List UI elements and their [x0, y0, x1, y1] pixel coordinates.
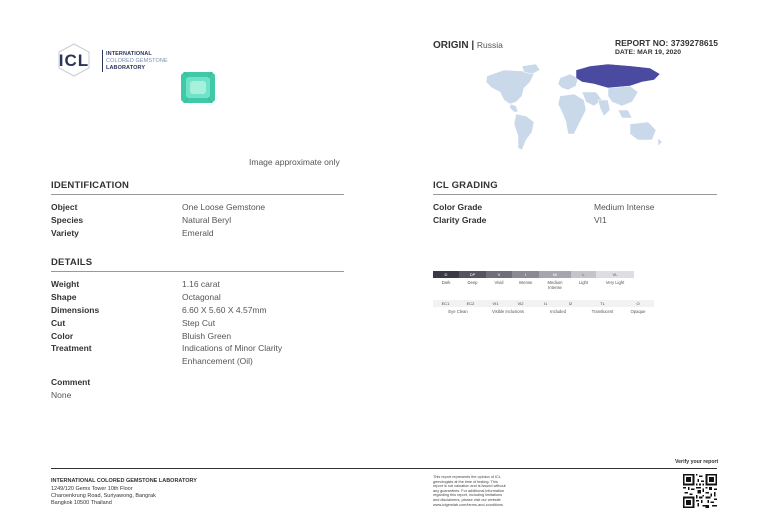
clarity-scale-box: TL	[583, 300, 623, 307]
origin-label: ORIGIN |	[433, 40, 475, 51]
color-scale-box-vl: VL	[596, 271, 634, 278]
color-scale-label: Deep	[467, 280, 478, 285]
identification-heading: IDENTIFICATION	[51, 180, 130, 191]
shape-value: Octagonal	[182, 292, 221, 302]
grading-heading: ICL GRADING	[433, 180, 498, 191]
color-scale-label: Vivid	[494, 280, 504, 285]
clarity-scale-box: VI1	[483, 300, 509, 307]
footer-rule	[51, 468, 717, 469]
clarity-grade-value: VI1	[594, 215, 607, 225]
treatment-value-line2: Enhancement (Oil)	[182, 356, 253, 366]
disclaimer-line: and disclaimers, please visit our website	[433, 497, 501, 502]
origin-value: Russia	[476, 40, 503, 50]
clarity-scale-box: I2	[558, 300, 584, 307]
logo-text	[106, 51, 168, 72]
logo-mark: ICL	[58, 51, 90, 70]
footer-address-line: Charoenkrung Road, Suriyawong, Bangrak	[51, 493, 156, 499]
disclaimer-line: www.iclgemlab.com/terms-and-conditions	[433, 502, 503, 507]
weight-value: 1.16 carat	[182, 279, 220, 289]
variety-label: Variety	[51, 228, 79, 238]
verify-report-link[interactable]: Verify your report	[675, 459, 719, 465]
origin-line	[433, 40, 503, 51]
disclaimer-line: This report represents the opinion of ICL	[433, 475, 501, 479]
footer-address-line: 1249/120 Gems Tower 10th Floor	[51, 486, 133, 492]
color-grade-value: Medium Intense	[594, 202, 655, 212]
footer-lab-name: INTERNATIONAL COLORED GEMSTONE LABORATORY	[51, 478, 197, 484]
dimensions-label: Dimensions	[51, 305, 100, 315]
details-heading: DETAILS	[51, 257, 93, 268]
dimensions-value: 6.60 X 5.60 X 4.57mm	[182, 305, 267, 315]
clarity-scale-label: Visible Inclusions	[491, 309, 525, 314]
footer-address-line: Bangkok 10500 Thailand	[51, 500, 112, 506]
color-scale-box-mi: MI	[539, 271, 571, 278]
clarity-scale-label: Translucent	[591, 309, 614, 314]
variety-value: Emerald	[182, 228, 214, 238]
weight-label: Weight	[51, 279, 80, 289]
color-scale-box-v: V	[486, 271, 512, 278]
color-scale-label: Medium Intense	[547, 280, 563, 290]
color-scale-label: Light	[578, 280, 589, 285]
disclaimer-line: report is not valuation and is issued without	[433, 484, 506, 489]
comment-label: Comment	[51, 377, 91, 387]
species-value: Natural Beryl	[182, 215, 232, 225]
treatment-value: Indications of Minor Clarity	[182, 343, 283, 353]
logo-divider	[102, 50, 103, 72]
logo-line1: INTERNATIONAL	[106, 51, 152, 57]
color-scale-label: Intense	[518, 280, 533, 285]
disclaimer-line: gemologists at the time of testing. This	[433, 479, 498, 484]
image-approximate-note: Image approximate only	[249, 157, 340, 167]
clarity-scale-label: Opaque	[630, 309, 646, 314]
shape-label: Shape	[51, 292, 77, 302]
color-scale-label: Very Light	[605, 280, 625, 285]
comment-value: None	[51, 390, 72, 400]
cut-value: Step Cut	[182, 318, 216, 328]
color-grade-label: Color Grade	[433, 202, 483, 212]
clarity-scale-box: VI2	[508, 300, 534, 307]
world-map	[482, 62, 664, 154]
logo-line2: COLORED GEMSTONE	[106, 58, 168, 64]
disclaimer-line: any guarantees. For additional information	[433, 488, 505, 493]
clarity-scale-label: Included	[550, 309, 566, 314]
clarity-scale-box: EC1	[433, 300, 459, 307]
identification-rule	[51, 194, 344, 195]
disclaimer-line: regarding this report, including limitations	[433, 493, 503, 498]
color-scale-box-i: I	[512, 271, 539, 278]
color-scale	[433, 271, 634, 297]
report-number: REPORT NO: 3739278615	[615, 38, 718, 48]
clarity-scale-box: O	[622, 300, 655, 307]
clarity-scale-box: EC2	[458, 300, 484, 307]
object-label: Object	[51, 202, 78, 212]
color-scale-box-l: L	[571, 271, 596, 278]
color-scale-box-d: D	[433, 271, 459, 278]
logo-line3: LABORATORY	[106, 65, 146, 71]
report-date: DATE: MAR 19, 2020	[615, 49, 681, 56]
qr-code[interactable]	[683, 474, 717, 508]
object-value: One Loose Gemstone	[182, 202, 266, 212]
color-label: Color	[51, 331, 74, 341]
color-scale-label: Dark	[441, 280, 451, 285]
icl-logo-icon	[50, 43, 98, 77]
species-label: Species	[51, 215, 84, 225]
cut-label: Cut	[51, 318, 66, 328]
details-rule	[51, 271, 344, 272]
grading-rule	[433, 194, 717, 195]
clarity-grade-label: Clarity Grade	[433, 215, 487, 225]
footer-disclaimer	[433, 475, 533, 507]
treatment-label: Treatment	[51, 343, 92, 353]
clarity-scale-label: Eye Clean	[448, 309, 468, 314]
color-scale-box-dp: DP	[459, 271, 486, 278]
clarity-scale-box: I1	[533, 300, 559, 307]
emerald-gem-icon	[180, 71, 216, 104]
russia-region	[576, 64, 660, 88]
color-value: Bluish Green	[182, 331, 232, 341]
clarity-scale	[433, 300, 654, 318]
